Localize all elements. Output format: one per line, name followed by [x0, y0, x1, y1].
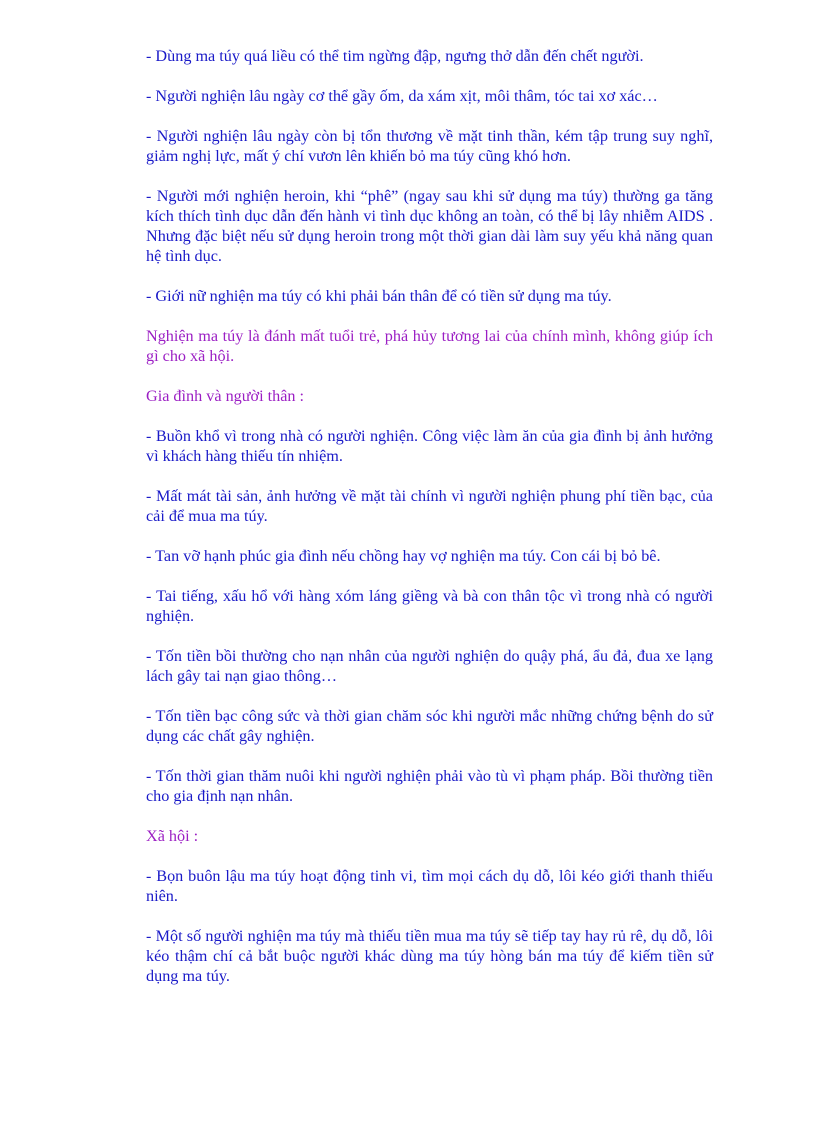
paragraph-female-addicts: - Giới nữ nghiện ma túy có khi phải bán thân để có tiền sử dụng ma túy.: [146, 287, 612, 305]
paragraph-family-prison-visits: - Tốn thời gian thăm nuôi khi người nghiện phải vào tù vì phạm pháp. Bồi thường tiền cho gia định nạn nhân.: [146, 767, 713, 805]
paragraph-society-traffickers: - Bọn buôn lậu ma túy hoạt động tinh vi, tìm mọi cách dụ dỗ, lôi kéo giới thanh thiếu niên.: [146, 867, 713, 905]
document-page: [146, 46, 713, 1006]
section-heading-family: Gia đình và người thân :: [146, 387, 305, 405]
paragraph-family-shame: - Tai tiếng, xấu hổ với hàng xóm láng giềng và bà con thân tộc vì trong nhà có người nghiện.: [146, 587, 713, 625]
paragraph-family-sorrow: - Buồn khổ vì trong nhà có người nghiện. Công việc làm ăn của gia đình bị ảnh hưởng vì khách hàng thiếu tín nhiệm.: [146, 427, 713, 465]
paragraph-mental-damage: - Người nghiện lâu ngày còn bị tổn thương về mặt tinh thần, kém tập trung suy nghĩ, giảm nghị lực, mất ý chí vươn lên khiến bỏ ma túy cũng khó hơn.: [146, 127, 713, 165]
paragraph-physical-decline: - Người nghiện lâu ngày cơ thể gầy ốm, da xám xịt, môi thâm, tóc tai xơ xác…: [146, 87, 658, 105]
paragraph-family-finance: - Mất mát tài sản, ảnh hưởng về mặt tài chính vì người nghiện phung phí tiền bạc, của cải để mua ma túy.: [146, 487, 713, 525]
paragraph-family-care-costs: - Tốn tiền bạc công sức và thời gian chăm sóc khi người mắc những chứng bệnh do sử dụng các chất gây nghiện.: [146, 707, 713, 745]
paragraph-overdose: - Dùng ma túy quá liều có thể tim ngừng đập, ngưng thở dẫn đến chết người.: [146, 47, 644, 65]
paragraph-society-recruitment: - Một số người nghiện ma túy mà thiếu tiền mua ma túy sẽ tiếp tay hay rủ rê, dụ dỗ, lôi kéo thậm chí cả bắt buộc người khác dùng ma túy hòng bán ma túy để kiếm tiền sử dụng ma túy.: [146, 927, 713, 985]
paragraph-heroin-effects: - Người mới nghiện heroin, khi “phê” (ngay sau khi sử dụng ma túy) thường ga tăng kích thích tình dục dẫn đến hành vi tình dục không an toàn, có thể bị lây nhiễm AIDS . Nhưng đặc biệt nếu sử dụng heroin trong một thời gian dài làm suy yếu khả năng quan hệ tình dục.: [146, 187, 713, 265]
paragraph-summary-youth: Nghiện ma túy là đánh mất tuổi trẻ, phá hủy tương lai của chính mình, không giúp ích gì cho xã hội.: [146, 327, 713, 365]
paragraph-family-compensation: - Tốn tiền bồi thường cho nạn nhân của người nghiện do quậy phá, ẩu đả, đua xe lạng lách gây tai nạn giao thông…: [146, 647, 713, 685]
section-heading-society: Xã hội :: [146, 827, 199, 845]
paragraph-family-breakup: - Tan vỡ hạnh phúc gia đình nếu chồng hay vợ nghiện ma túy. Con cái bị bỏ bê.: [146, 547, 661, 565]
